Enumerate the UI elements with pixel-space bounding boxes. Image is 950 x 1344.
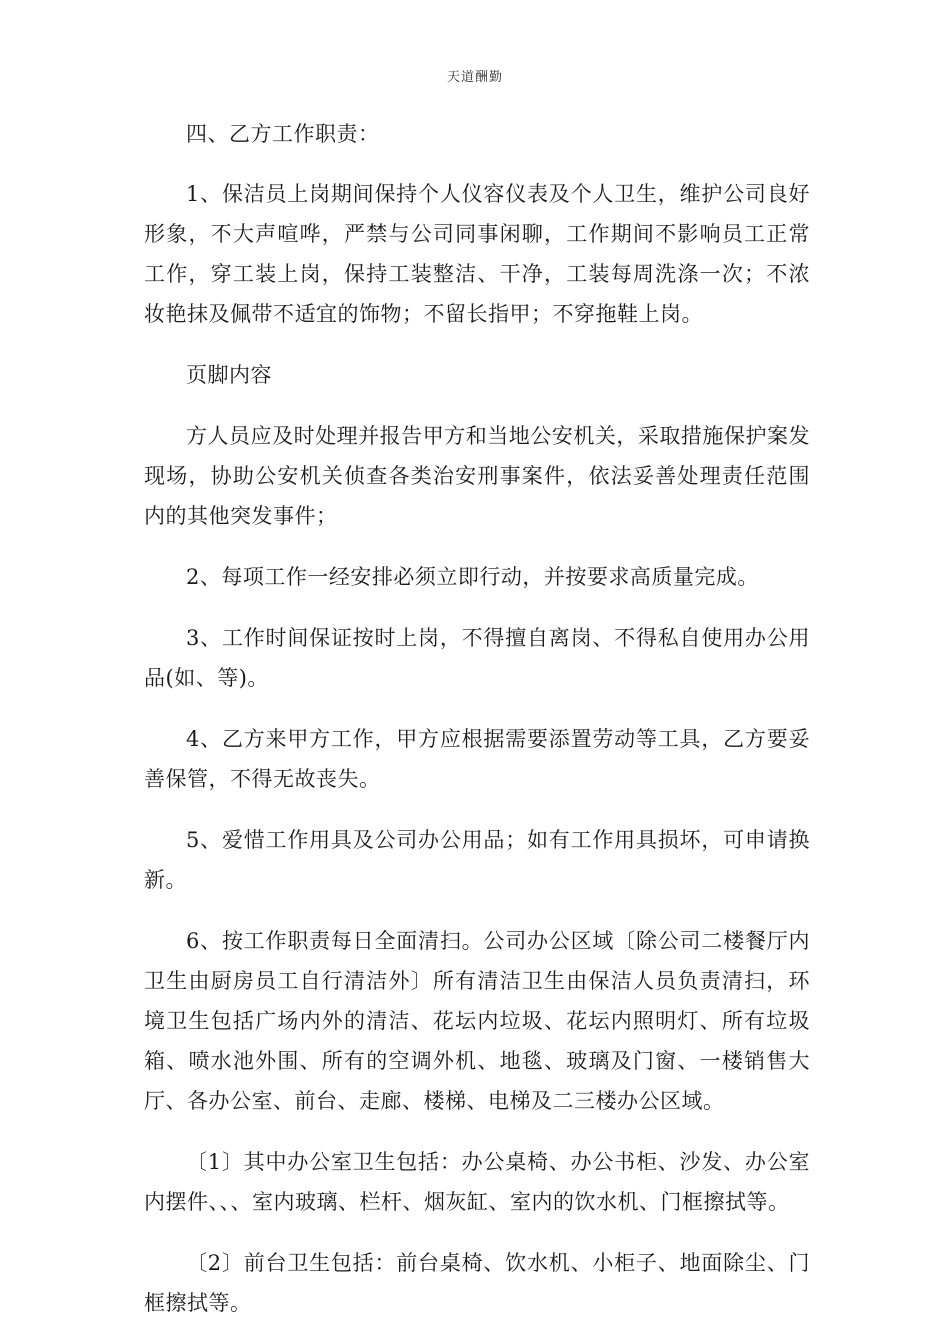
- paragraph-item-1: 1、保洁员上岗期间保持个人仪容仪表及个人卫生，维护公司良好形象，不大声喧哗，严禁与公司同事闲聊，工作期间不影响员工正常工作，穿工装上岗，保持工装整洁、干净，工装每周洗涤一次；不浓妆艳抹及佩带不适宜的饰物；不留长指甲；不穿拖鞋上岗。: [144, 182, 810, 326]
- page-header: 天道酬勤: [446, 70, 503, 85]
- paragraph-item-4: 4、乙方来甲方工作，甲方应根据需要添置劳动等工具，乙方要妥善保管，不得无故丧失。: [144, 727, 810, 791]
- paragraph-item-6: 6、按工作职责每日全面清扫。公司办公区域〔除公司二楼餐厅内卫生由厨房员工自行清洁外〕所有清洁卫生由保洁人员负责清扫，环境卫生包括广场内外的清洁、花坛内垃圾、花坛内照明灯、所有垃圾箱、喷水池外围、所有的空调外机、地毯、玻璃及门窗、一楼销售大厅、各办公室、前台、走廊、楼梯、电梯及二三楼办公区域。: [144, 929, 810, 1113]
- paragraph-subitem-2: 〔2〕前台卫生包括：前台桌椅、饮水机、小柜子、地面除尘、门框擦拭等。: [144, 1251, 810, 1315]
- paragraph-item-3: 3、工作时间保证按时上岗，不得擅自离岗、不得私自使用办公用品(如、等)。: [144, 626, 810, 690]
- paragraph-subitem-1: 〔1〕其中办公室卫生包括：办公桌椅、办公书柜、沙发、办公室内摆件、、、室内玻璃、栏杆、烟灰缸、室内的饮水机、门框擦拭等。: [144, 1150, 810, 1214]
- document-body: [144, 114, 810, 1344]
- paragraph-item-2: 2、每项工作一经安排必须立即行动，并按要求高质量完成。: [186, 565, 759, 589]
- footer-placeholder-text: 页脚内容: [186, 363, 272, 387]
- paragraph-security-duties: 方人员应及时处理并报告甲方和当地公安机关，采取措施保护案发现场，协助公安机关侦查各类治安刑事案件，依法妥善处理责任范围内的其他突发事件；: [144, 424, 810, 528]
- paragraph-item-5: 5、爱惜工作用具及公司办公用品；如有工作用具损坏，可申请换新。: [144, 828, 810, 892]
- section-heading: 四、乙方工作职责：: [186, 122, 380, 146]
